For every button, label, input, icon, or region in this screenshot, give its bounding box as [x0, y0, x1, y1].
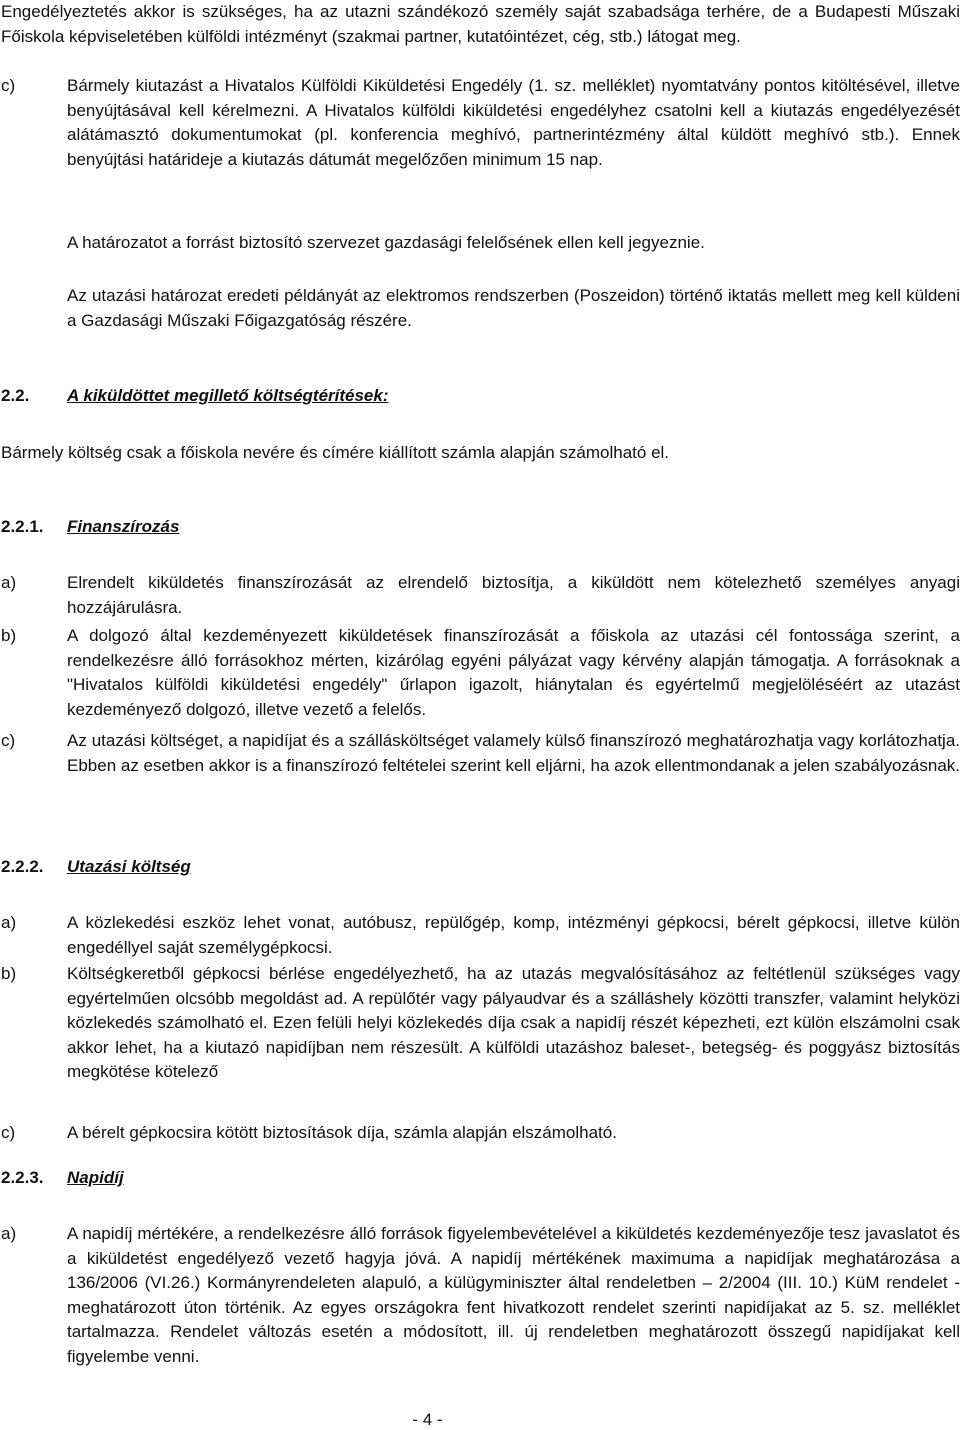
list-item-label: a) — [1, 573, 17, 592]
list-item-label: b) — [1, 964, 17, 983]
section-heading-2-2-3 — [0, 1166, 960, 1190]
list-item-label: c) — [1, 1123, 16, 1142]
list-item-a — [0, 911, 960, 960]
list-item-text: A dolgozó által kezdeményezett kiküldetések finanszírozását a főiskola az utazási cél fontossága szerint, a rendelkezésre álló forrásokhoz mérten, kizárólag egyéni pályázat vagy kérvény alapján támogatja. A forrásoknak a "Hivatalos külföldi kiküldetési engedély" űrlapon igazolt, hiánytalan és egyértelmű megjelöléséért az utazást kezdeményező dolgozó, illetve vezető a felelős. — [67, 626, 960, 719]
section-number: 2.2.2. — [1, 857, 44, 876]
list-item-label: a) — [1, 1224, 17, 1243]
section-heading-2-2 — [0, 384, 960, 408]
section-title: A kiküldöttet megillető költségtérítések: — [67, 386, 389, 405]
list-item-text: Bármely kiutazást a Hivatalos Külföldi Kiküldetési Engedély (1. sz. melléklet) nyomtatvány pontos kitöltésével, illetve benyújtásával kell kérelmezni. A Hivatalos külföldi kiküldetési engedélyhez csatolni kell a kiutazás engedélyezését alátámasztó dokumentumokat (pl. konferencia meghívó, partnerintézmény által küldött meghívó stb.). Ennek benyújtási határideje a kiutazás dátumát megelőzően minimum 15 nap. — [67, 76, 960, 169]
section-title: Napidíj — [67, 1168, 124, 1187]
section-title: Utazási költség — [67, 857, 191, 876]
section-number: 2.2. — [1, 386, 30, 405]
list-item-a — [0, 571, 960, 620]
section-number: 2.2.3. — [1, 1168, 44, 1187]
list-item-label: c) — [1, 76, 16, 95]
section-2-2-text: Bármely költség csak a főiskola nevére és címére kiállított számla alapján számolható el. — [1, 443, 670, 462]
list-item-text: A közlekedési eszköz lehet vonat, autóbusz, repülőgép, komp, intézményi gépkocsi, bérelt gépkocsi, illetve külön engedéllyel saját személygépkocsi. — [67, 913, 960, 957]
section-heading-2-2-2 — [0, 855, 960, 879]
list-item-b — [0, 624, 960, 722]
list-item-label: b) — [1, 626, 17, 645]
list-item-label: c) — [1, 731, 16, 750]
list-item-a — [0, 1222, 960, 1369]
utazasi-hatarozat-paragraph: Az utazási határozat eredeti példányát az elektromos rendszerben (Poszeidon) történő iktatás mellett meg kell küldeni a Gazdasági Műszaki Főigazgatóság részére. — [67, 286, 960, 330]
list-item-c — [0, 729, 960, 778]
list-item-b — [0, 962, 960, 1085]
list-item-c — [0, 74, 960, 172]
list-item-text: Elrendelt kiküldetés finanszírozását az elrendelő biztosítja, a kiküldött nem kötelezhető személyes anyagi hozzájárulásra. — [67, 573, 960, 617]
list-item-text: A bérelt gépkocsira kötött biztosítások díja, számla alapján elszámolható. — [67, 1123, 617, 1142]
section-title: Finanszírozás — [67, 517, 180, 536]
list-item-c — [0, 1121, 960, 1146]
intro-paragraph: Engedélyeztetés akkor is szükséges, ha az utazni szándékozó személy saját szabadsága terhére, de a Budapesti Műszaki Főiskola képviseletében külföldi intézményt (szakmai partner, kutatóintézet, cég, stb.) látogat meg. — [1, 2, 960, 46]
section-number: 2.2.1. — [1, 517, 44, 536]
list-item-text: Az utazási költséget, a napidíjat és a szállásköltséget valamely külső finanszírozó meghatározhatja vagy korlátozhatja. Ebben az esetben akkor is a finanszírozó feltételei szerint kell eljárni, ha azok ellentmondanak a jelen szabályozásnak. — [67, 731, 960, 775]
list-item-text: Költségkeretből gépkocsi bérlése engedélyezhető, ha az utazás megvalósításához az feltétlenül szükséges vagy egyértelműen olcsóbb megoldást ad. A repülőtér vagy pályaudvar és a szálláshely közötti transzfer, valamint helyközi közlekedés számolható el. Ezen felüli helyi közlekedés díja csak a napidíj részét képezheti, ezt külön elszámolni csak akkor lehet, ha a kiutazó napidíjban nem részesült. A külföldi utazáshoz baleset-, betegség- és poggyász biztosítás megkötése kötelező — [67, 964, 960, 1081]
list-item-label: a) — [1, 913, 17, 932]
list-item-text: A napidíj mértékére, a rendelkezésre álló források figyelembevételével a kiküldetés kezdeményezője tesz javaslatot és a kiküldetést engedélyező vezető hagyja jóvá. A napidíj mértékének maximuma a napidíjak meghatározása a 136/2006 (VI.26.) Kormányrendeleten alapuló, a külügyminiszter által rendeletben – 2/2004 (III. 10.) KüM rendelet - meghatározott úton történik. Az egyes országokra fent hivatkozott rendelet szerinti napidíjakat az 5. sz. melléklet tartalmazza. Rendelet változás esetén a módosított, ill. új rendeletben meghatározott összegű napidíjakat kell figyelembe venni. — [67, 1224, 960, 1366]
page-number: - 4 - — [412, 1410, 443, 1429]
hatarozat-paragraph: A határozatot a forrást biztosító szervezet gazdasági felelősének ellen kell jegyeznie. — [67, 233, 705, 252]
section-heading-2-2-1 — [0, 515, 960, 539]
